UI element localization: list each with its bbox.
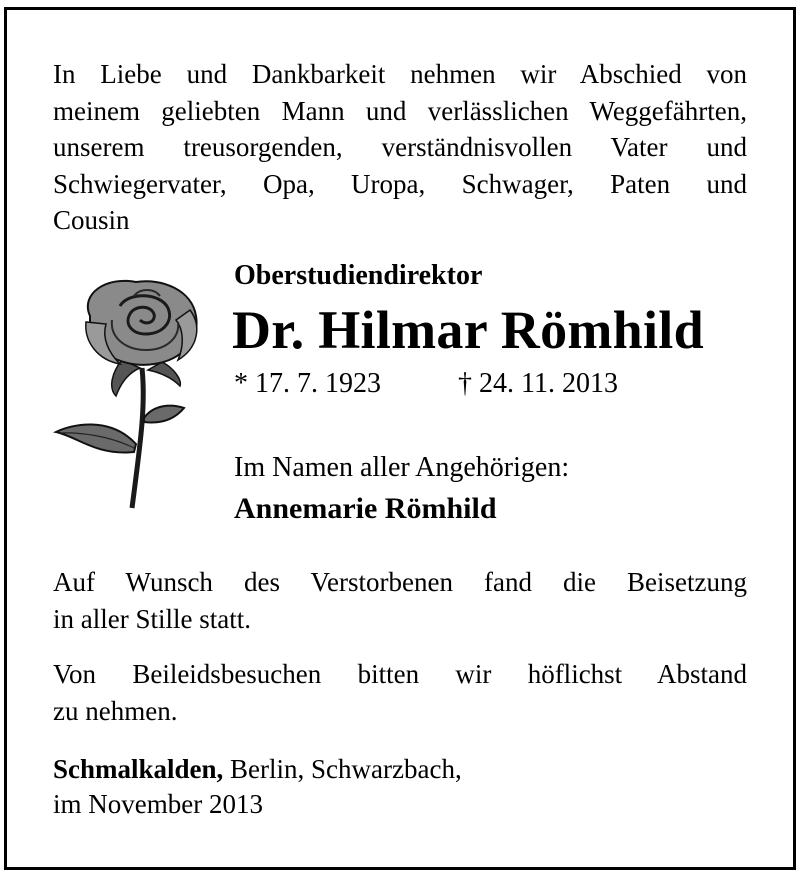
death-date: † 24. 11. 2013 [458, 368, 618, 399]
place-bold: Schmalkalden, [53, 754, 224, 784]
intro-line: Cousin [53, 205, 130, 235]
birth-date: * 17. 7. 1923 [234, 368, 381, 399]
signer-name: Annemarie Römhild [234, 492, 497, 525]
intro-paragraph [53, 56, 747, 239]
on-behalf-label: Im Namen aller Angehörigen: [234, 452, 570, 483]
visits-line: Von Beileidsbesuchen bitten wir höflichst Abstand [53, 659, 747, 689]
place-line [53, 754, 462, 785]
place-others: Berlin, Schwarzbach, [223, 754, 462, 784]
rose-image [50, 276, 210, 516]
burial-paragraph [53, 564, 747, 637]
intro-line: Schwiegervater, Opa, Uropa, Schwager, Paten und [53, 168, 747, 199]
closing-date: im November 2013 [53, 789, 263, 819]
intro-line: meinem geliebten Mann und verlässlichen Weggefährten, [53, 95, 747, 126]
intro-line: unserem treusorgenden, verständnisvollen Vater und [53, 132, 747, 162]
burial-line: in aller Stille statt. [53, 603, 251, 634]
deceased-name: Dr. Hilmar Römhild [232, 300, 704, 360]
visits-line: zu nehmen. [53, 695, 178, 726]
burial-line: Auf Wunsch des Verstorbenen fand die Beisetzung [53, 567, 747, 597]
visits-paragraph [53, 656, 747, 729]
intro-line: In Liebe und Dankbarkeit nehmen wir Abschied von [53, 59, 747, 89]
deceased-title: Oberstudiendirektor [234, 260, 483, 291]
